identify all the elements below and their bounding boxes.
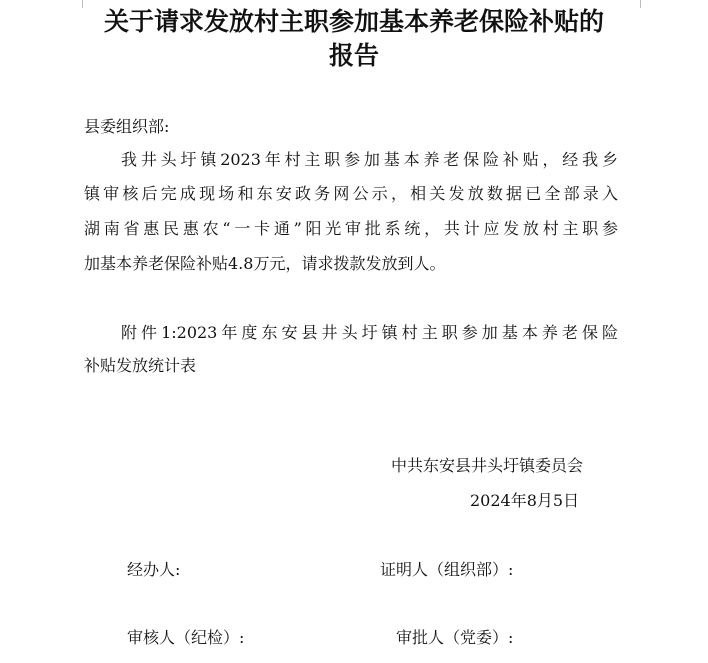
body-line-2: 镇审核后完成现场和东安政务网公示，相关发放数据已全部录入 [84, 184, 618, 203]
signature-organization: 中共东安县井头圩镇委员会 [391, 456, 584, 475]
attachment-line-2: 补贴发放统计表 [84, 356, 197, 375]
salutation: 县委组织部: [84, 117, 170, 136]
document-title-line-1: 关于请求发放村主职参加基本养老保险补贴的 [103, 7, 604, 36]
certifier-field: 证明人（组织部）: [380, 560, 514, 579]
signature-date: 2024年8月5日 [470, 491, 580, 510]
body-line-3: 湖南省惠民惠农“一卡通”阳光审批系统，共计应发放村主职参 [84, 219, 618, 238]
attachment-line-1: 附件1:2023年度东安县井头圩镇村主职参加基本养老保险 [121, 323, 618, 342]
reviewer-field: 审核人（纪检）: [127, 628, 245, 647]
handler-field: 经办人: [127, 560, 181, 579]
body-line-1: 我井头圩镇2023年村主职参加基本养老保险补贴，经我乡 [121, 150, 618, 169]
document-title-line-2: 报告 [328, 41, 379, 70]
approver-field: 审批人（党委）: [396, 628, 514, 647]
body-line-4: 加基本养老保险补贴4.8万元，请求拨款发放到人。 [84, 254, 446, 273]
